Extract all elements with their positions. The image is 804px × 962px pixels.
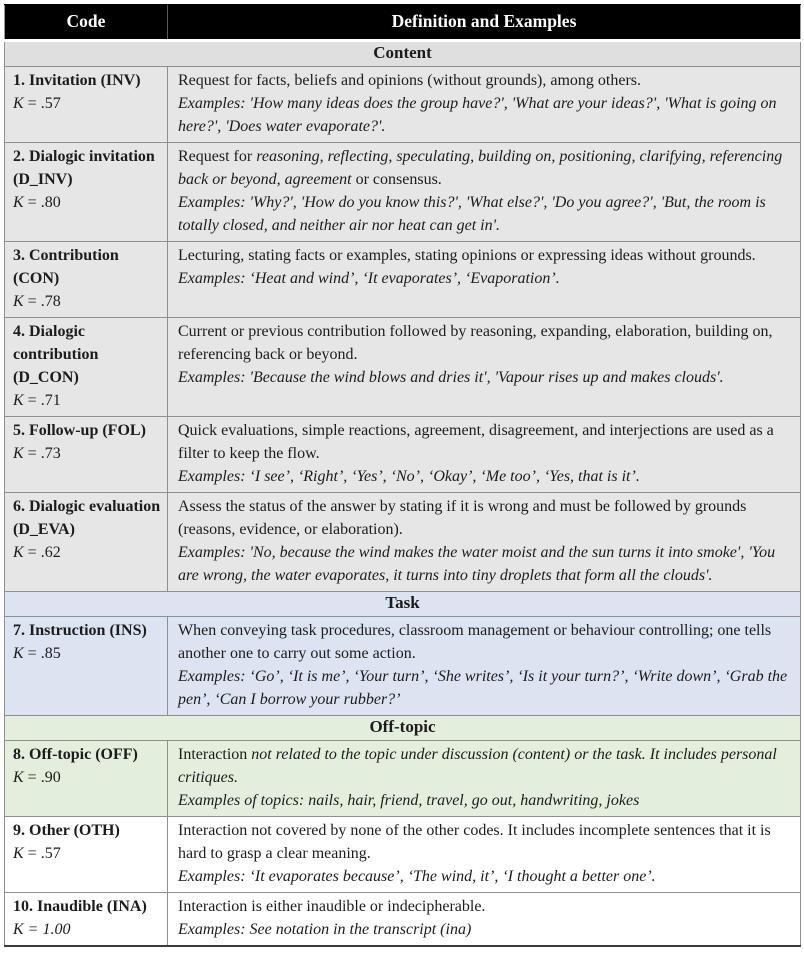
kappa-value (13, 191, 163, 214)
text-segment: Examples: ‘Go’, ‘It is me’, ‘Your turn’, ‘She writes’, ‘Is it your turn?’, ‘Write down’, ‘Grab the pen’, ‘Can I borrow your rubber?’ (178, 668, 788, 708)
definition-text (178, 619, 792, 665)
text-segment: = .62 (23, 544, 61, 561)
kappa-value (13, 92, 163, 115)
text-segment: Examples: 'How many ideas does the group have?', 'What are your ideas?', 'What is going on here?', 'Does water evaporate?'. (178, 95, 777, 135)
code-label (13, 895, 163, 918)
definition-text (178, 69, 792, 92)
kappa-value (13, 842, 163, 865)
text-segment: K (13, 769, 24, 786)
code-row (5, 67, 801, 143)
code-cell (5, 417, 168, 493)
code-label (13, 244, 163, 290)
examples-text (178, 865, 792, 888)
code-row (5, 242, 801, 318)
code-cell (5, 67, 168, 143)
text-segment: = .73 (23, 445, 61, 462)
text-segment: K (13, 544, 24, 561)
code-row (5, 617, 801, 716)
code-cell (5, 893, 168, 947)
kappa-value (13, 389, 163, 412)
kappa-value (13, 290, 163, 313)
text-segment: 9. Other (OTH) (13, 822, 120, 839)
definition-text (178, 819, 792, 865)
text-segment: or consensus. (351, 171, 442, 188)
definition-cell (168, 741, 801, 817)
code-cell (5, 817, 168, 893)
text-segment: Examples: See notation in the transcript (ina) (178, 921, 472, 938)
table-header-row (5, 5, 801, 41)
text-segment: Examples: ‘It evaporates because’, ‘The wind, it’, ‘I thought a better one’. (178, 868, 656, 885)
text-segment: Current or previous contribution followed by reasoning, expanding, elaboration, building on, referencing back or beyond. (178, 323, 773, 363)
code-label (13, 743, 163, 766)
code-cell (5, 242, 168, 318)
code-cell (5, 493, 168, 592)
code-label (13, 145, 163, 191)
definition-cell (168, 617, 801, 716)
definition-text (178, 495, 792, 541)
definition-cell (168, 493, 801, 592)
text-segment: 8. Off-topic (OFF) (13, 746, 138, 763)
section-label: Off-topic (5, 716, 801, 741)
kappa-value (13, 642, 163, 665)
code-label (13, 819, 163, 842)
text-segment: Interaction (178, 746, 252, 763)
text-segment: Examples: ‘Heat and wind’, ‘It evaporates’, ‘Evaporation’. (178, 270, 560, 287)
code-row (5, 318, 801, 417)
kappa-value (13, 918, 163, 941)
code-label (13, 495, 163, 541)
code-cell (5, 617, 168, 716)
text-segment: Quick evaluations, simple reactions, agreement, disagreement, and interjections are used as a filter to keep the flow. (178, 422, 774, 462)
definition-cell (168, 893, 801, 947)
section-row (5, 592, 801, 617)
examples-text (178, 789, 792, 812)
code-label (13, 619, 163, 642)
text-segment: = .80 (23, 194, 61, 211)
text-segment: K = 1.00 (13, 921, 71, 938)
examples-text (178, 92, 792, 138)
examples-text (178, 665, 792, 711)
text-segment: K (13, 293, 24, 310)
text-segment: 2. Dialogic invitation (D_INV) (13, 148, 155, 188)
definition-cell (168, 318, 801, 417)
examples-text (178, 191, 792, 237)
kappa-value (13, 766, 163, 789)
text-segment: Request for facts, beliefs and opinions (without grounds), among others. (178, 72, 642, 89)
definition-text (178, 244, 792, 267)
code-cell (5, 318, 168, 417)
text-segment: = .85 (23, 645, 61, 662)
definition-cell (168, 417, 801, 493)
text-segment: 4. Dialogic contribution (D_CON) (13, 323, 99, 386)
text-segment: K (13, 845, 24, 862)
text-segment: Lecturing, stating facts or examples, stating opinions or expressing ideas without grounds. (178, 247, 756, 264)
text-segment: = .78 (23, 293, 61, 310)
text-segment: = .57 (23, 95, 61, 112)
section-row (5, 716, 801, 741)
code-row (5, 493, 801, 592)
table-head (5, 5, 801, 41)
section-label: Task (5, 592, 801, 617)
code-label (13, 419, 163, 442)
text-segment: Examples of topics: nails, hair, friend, travel, go out, handwriting, jokes (178, 792, 640, 809)
column-header-code: Code (5, 5, 168, 41)
examples-text (178, 918, 792, 941)
definition-text (178, 419, 792, 465)
text-segment: Examples: 'Because the wind blows and dries it', 'Vapour rises up and makes clouds'. (178, 369, 724, 386)
definition-text (178, 145, 792, 191)
coding-scheme-table (4, 4, 801, 947)
code-row (5, 817, 801, 893)
text-segment: K (13, 392, 24, 409)
text-segment: K (13, 645, 24, 662)
text-segment: 7. Instruction (INS) (13, 622, 147, 639)
code-cell (5, 143, 168, 242)
text-segment: Examples: 'No, because the wind makes the water moist and the sun turns it into smoke', 'You are wrong, the water evaporates, it turns into tiny droplets that form all the clouds'. (178, 544, 776, 584)
text-segment: Assess the status of the answer by stating if it is wrong and must be followed by grounds (reasons, evidence, or elaboration). (178, 498, 747, 538)
text-segment: = .71 (23, 392, 61, 409)
definition-cell (168, 67, 801, 143)
text-segment: 1. Invitation (INV) (13, 72, 141, 89)
text-segment: 5. Follow-up (FOL) (13, 422, 146, 439)
definition-cell (168, 817, 801, 893)
text-segment: = .90 (23, 769, 61, 786)
column-header-definition: Definition and Examples (168, 5, 801, 41)
kappa-value (13, 442, 163, 465)
text-segment: Examples: 'Why?', 'How do you know this?', 'What else?', 'Do you agree?', 'But, the room is totally closed, and neither air nor heat can get in'. (178, 194, 766, 234)
text-segment: Examples: ‘I see’, ‘Right’, ‘Yes’, ‘No’, ‘Okay’, ‘Me too’, ‘Yes, that is it’. (178, 468, 640, 485)
text-segment: Interaction is either inaudible or indecipherable. (178, 898, 486, 915)
definition-text (178, 895, 792, 918)
text-segment: Interaction not covered by none of the other codes. It includes incomplete sentences that it is hard to grasp a clear meaning. (178, 822, 771, 862)
definition-cell (168, 143, 801, 242)
text-segment: K (13, 95, 24, 112)
text-segment: = .57 (23, 845, 61, 862)
code-row (5, 741, 801, 817)
text-segment: 10. Inaudible (INA) (13, 898, 147, 915)
table-body (5, 41, 801, 947)
text-segment: not related to the topic under discussion (content) or the task. It includes personal critiques. (178, 746, 777, 786)
text-segment: 6. Dialogic evaluation (D_EVA) (13, 498, 161, 538)
text-segment: Request for (178, 148, 257, 165)
examples-text (178, 366, 792, 389)
examples-text (178, 267, 792, 290)
examples-text (178, 465, 792, 488)
definition-cell (168, 242, 801, 318)
definition-text (178, 320, 792, 366)
code-label (13, 69, 163, 92)
text-segment: 3. Contribution (CON) (13, 247, 119, 287)
code-row (5, 143, 801, 242)
code-label (13, 320, 163, 389)
code-row (5, 893, 801, 947)
text-segment: K (13, 445, 24, 462)
section-label: Content (5, 41, 801, 67)
code-cell (5, 741, 168, 817)
code-row (5, 417, 801, 493)
text-segment: K (13, 194, 24, 211)
text-segment: reasoning, reflecting, speculating, building on, positioning, clarifying, referencing back or beyond, agreement (178, 148, 783, 188)
text-segment: When conveying task procedures, classroom management or behaviour controlling; one tells another one to carry out some action. (178, 622, 772, 662)
section-row (5, 41, 801, 67)
examples-text (178, 541, 792, 587)
kappa-value (13, 541, 163, 564)
definition-text (178, 743, 792, 789)
